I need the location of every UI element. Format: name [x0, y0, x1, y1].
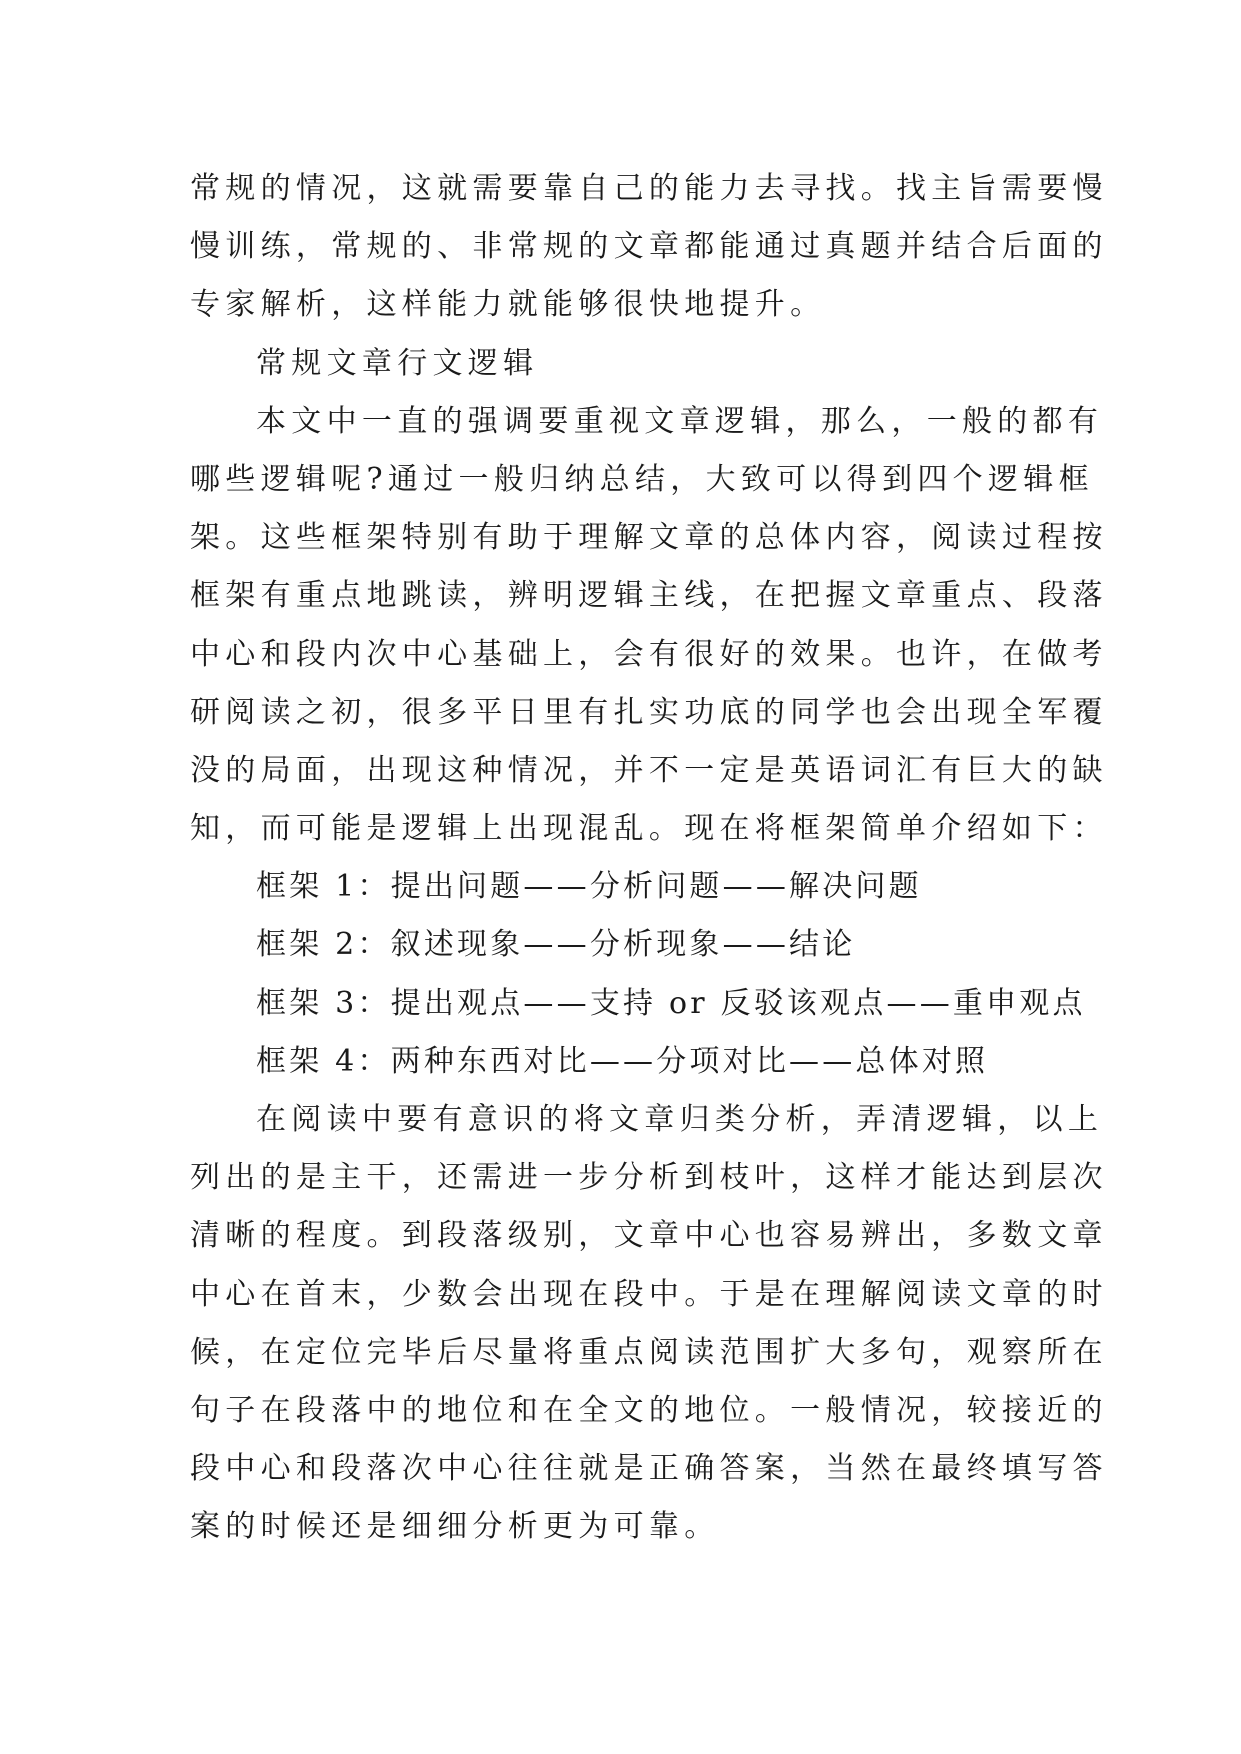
- text-line: 慢训练，常规的、非常规的文章都能通过真题并结合后面的: [190, 229, 1108, 265]
- text-line: 本文中一直的强调要重视文章逻辑，那么，一般的都有: [256, 403, 1104, 439]
- text-line: 专家解析，这样能力就能够很快地提升。: [190, 287, 826, 323]
- framework-item: [190, 1033, 1050, 1091]
- framework-item: [190, 916, 1050, 974]
- heading-text: 常规文章行文逻辑: [256, 345, 539, 381]
- framework-1-text: 框架 1：提出问题——分析问题——解决问题: [256, 869, 922, 905]
- text-line: 候，在定位完毕后尽量将重点阅读范围扩大多句，观察所在: [190, 1334, 1108, 1370]
- text-line: 中心和段内次中心基础上，会有很好的效果。也许，在做考: [190, 636, 1108, 672]
- text-line: 段中心和段落次中心往往就是正确答案，当然在最终填写答: [190, 1451, 1108, 1487]
- text-line: 列出的是主干，还需进一步分析到枝叶，这样才能达到层次: [190, 1160, 1108, 1196]
- text-line: 常规的情况，这就需要靠自己的能力去寻找。找主旨需要慢: [190, 171, 1108, 206]
- framework-2-text: 框架 2：叙述现象——分析现象——结论: [256, 927, 856, 963]
- paragraph: [190, 393, 1108, 859]
- text-line: 句子在段落中的地位和在全文的地位。一般情况，较接近的: [190, 1392, 1108, 1428]
- section-heading: [190, 335, 1050, 393]
- text-line: 知，而可能是逻辑上出现混乱。现在将框架简单介绍如下：: [190, 811, 1108, 847]
- body-text: [190, 160, 1108, 1557]
- framework-4-text: 框架 4：两种东西对比——分项对比——总体对照: [256, 1043, 989, 1079]
- framework-3-text: 框架 3：提出观点——支持 or 反驳该观点——重申观点: [256, 985, 1086, 1021]
- text-line: 架。这些框架特别有助于理解文章的总体内容，阅读过程按: [190, 520, 1108, 556]
- text-line: 研阅读之初，很多平日里有扎实功底的同学也会出现全军覆: [190, 694, 1108, 730]
- text-line: 没的局面，出现这种情况，并不一定是英语词汇有巨大的缺: [190, 752, 1108, 788]
- text-line: 在阅读中要有意识的将文章归类分析，弄清逻辑，以上: [256, 1102, 1104, 1137]
- framework-item: [190, 975, 1086, 1033]
- paragraph: [190, 160, 1108, 335]
- text-line: 清晰的程度。到段落级别，文章中心也容易辨出，多数文章: [190, 1218, 1108, 1254]
- text-line: 案的时候还是细细分析更为可靠。: [190, 1509, 720, 1545]
- text-line: 哪些逻辑呢?通过一般归纳总结，大致可以得到四个逻辑框: [190, 461, 1094, 497]
- framework-item: [190, 858, 1050, 916]
- text-line: 框架有重点地跳读，辨明逻辑主线，在把握文章重点、段落: [190, 578, 1108, 614]
- text-line: 中心在首末，少数会出现在段中。于是在理解阅读文章的时: [190, 1276, 1108, 1312]
- paragraph: [190, 1091, 1108, 1557]
